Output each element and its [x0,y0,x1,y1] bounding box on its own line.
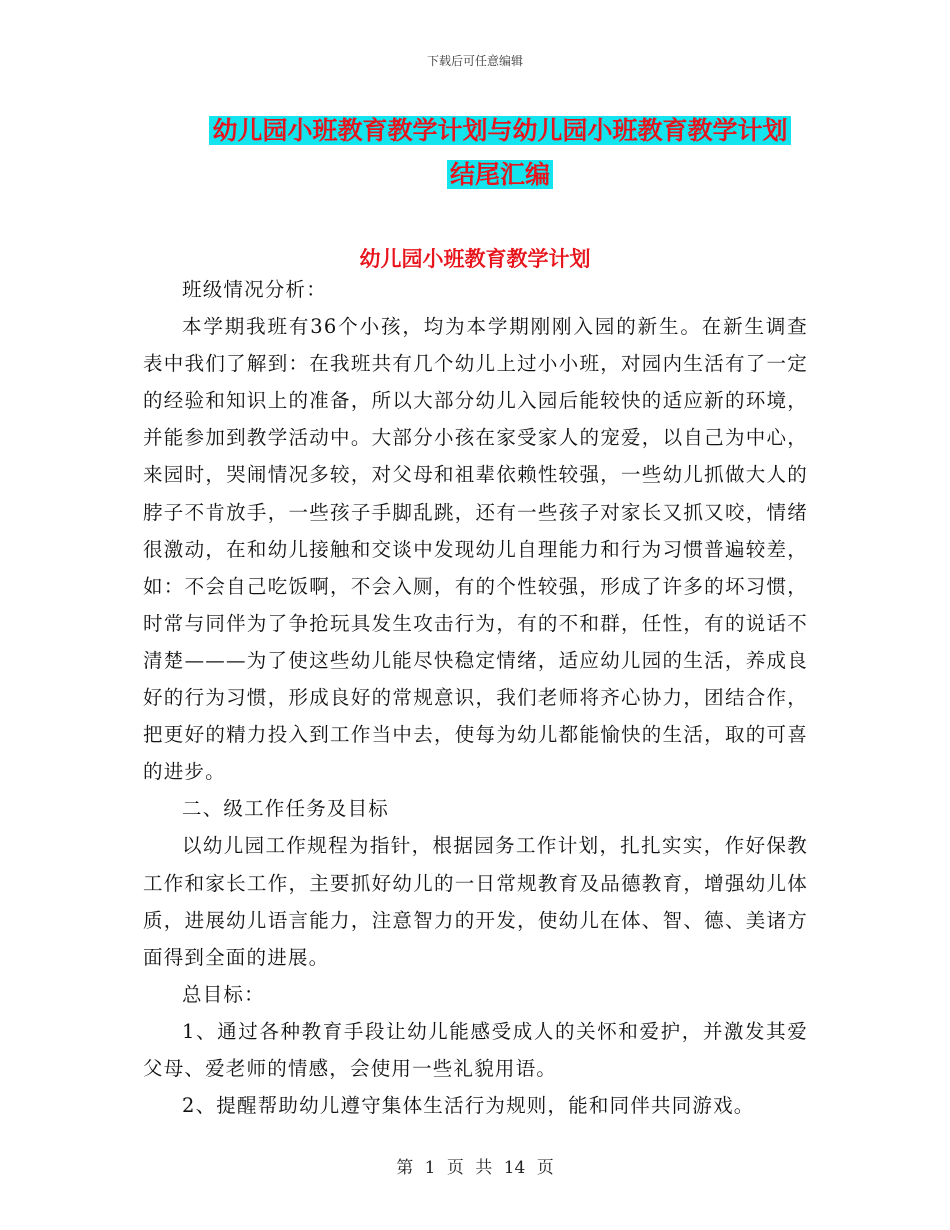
paragraph-goal-2: 2、提醒帮助幼儿遵守集体生活行为规则，能和同伴共同游戏。 [182,1094,755,1118]
page-number: 第 1 页 共 14 页 [396,1158,554,1178]
document-body [143,271,808,1124]
section-title: 幼儿园小班教育教学计划 [359,246,591,271]
title-highlight-2: 结尾汇编 [447,160,553,189]
document-title-line-1 [150,109,850,153]
paragraph-goals-heading: 总目标： [182,982,265,1006]
paragraph-tasks: 以幼儿园工作规程为指针，根据园务工作计划，扎扎实实，作好保教工作和家长工作，主要抓好幼儿的一日常规教育及品德教育，增强幼儿体质，进展幼儿语言能力，注意智力的开发，使幼儿在体、智、德、美诸方面得到全面的进展。 [143,834,808,969]
paragraph-class-analysis-heading: 班级情况分析： [182,278,327,301]
header-note: 下载后可任意编辑 [426,54,523,68]
title-highlight-1: 幼儿园小班教育教学计划与幼儿园小班教育教学计划 [209,116,790,145]
document-title-line-2 [150,153,850,197]
paragraph-tasks-heading: 二、级工作任务及目标 [182,797,390,821]
paragraph-class-analysis: 本学期我班有36个小孩，均为本学期刚刚入园的新生。在新生调查表中我们了解到：在我班共有几个幼儿上过小小班，对园内生活有了一定的经验和知识上的准备，所以大部分幼儿入园后能较快的适应新的环境，并能参加到教学活动中。大部分小孩在家受家人的宠爱，以自己为中心，来园时，哭闹情况多较，对父母和祖辈依赖性较强，一些幼儿抓做大人的脖子不肯放手，一些孩子手脚乱跳，还有一些孩子对家长又抓又咬，情绪很激动，在和幼儿接触和交谈中发现幼儿自理能力和行为习惯普遍较差，如：不会自己吃饭啊，不会入厕，有的个性较强，形成了许多的坏习惯，时常与同伴为了争抢玩具发生攻击行为，有的不和群，任性，有的说话不清楚———为了使这些幼儿能尽快稳定情绪，适应幼儿园的生活，养成良好的行为习惯，形成良好的常规意识，我们老师将齐心协力，团结合作，把更好的精力投入到工作当中去，使每为幼儿都能愉快的生活，取的可喜的进步。 [143,315,808,784]
paragraph-goal-1: 1、通过各种教育手段让幼儿能感受成人的关怀和爱护，并激发其爱父母、爱老师的情感，会使用一些礼貌用语。 [143,1019,808,1080]
